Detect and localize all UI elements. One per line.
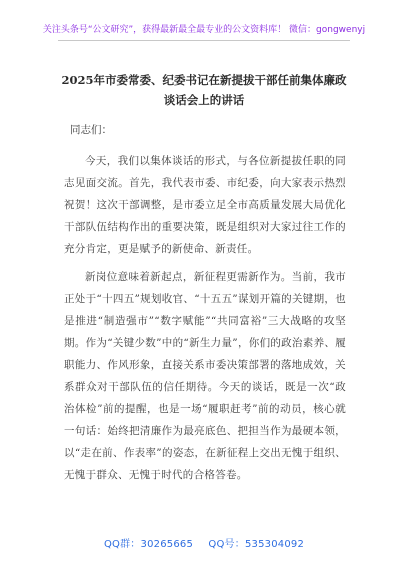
qq-group-number: QQ群：30265665 [103, 539, 194, 550]
paragraph: 新岗位意味着新起点，新征程更需新作为。当前，我市正处于“十四五”规划收官、“十五五”谋划开篇的关键期，也是推进“制造强市”“数字赋能”“共同富裕”三大战略的攻坚期。作为“关键少数”中的“新生力量”，你们的政治素养、履职能力、作风形象，直接关系市委决策部署的落地成效，关系群众对干部队伍的信任期待。今天的谈话，既是一次“政治体检”前的提醒，也是一场“履职赶考”前的动员，核心就一句话：始终把清廉作为最亮底色、把担当作为最硬本领，以“走在前、作表率”的姿态，在新征程上交出无愧于组织、无愧于群众、无愧于时代的合格答卷。 [64, 271, 346, 481]
qq-number: QQ号：535304092 [208, 539, 305, 550]
header-divider [58, 40, 350, 41]
salutation: 同志们： [70, 124, 112, 136]
paragraph: 今天，我们以集体谈话的形式，与各位新提拔任职的同志见面交流。首先，我代表市委、市纪委，向大家表示热烈祝贺！这次干部调整，是市委立足全市高质量发展大局优化干部队伍结构作出的重要决策，既是组织对大家过往工作的充分肯定，更是赋予的新使命、新责任。 [64, 155, 346, 255]
header-notice: 关注头条号“公文研究”，获得最新最全最专业的公文资料库！ 微信：gongwenyj [42, 25, 366, 35]
document-title: 2025年市委常委、纪委书记在新提拔干部任前集体廉政谈话会上的讲话 [61, 73, 347, 107]
footer-contact [0, 535, 408, 550]
